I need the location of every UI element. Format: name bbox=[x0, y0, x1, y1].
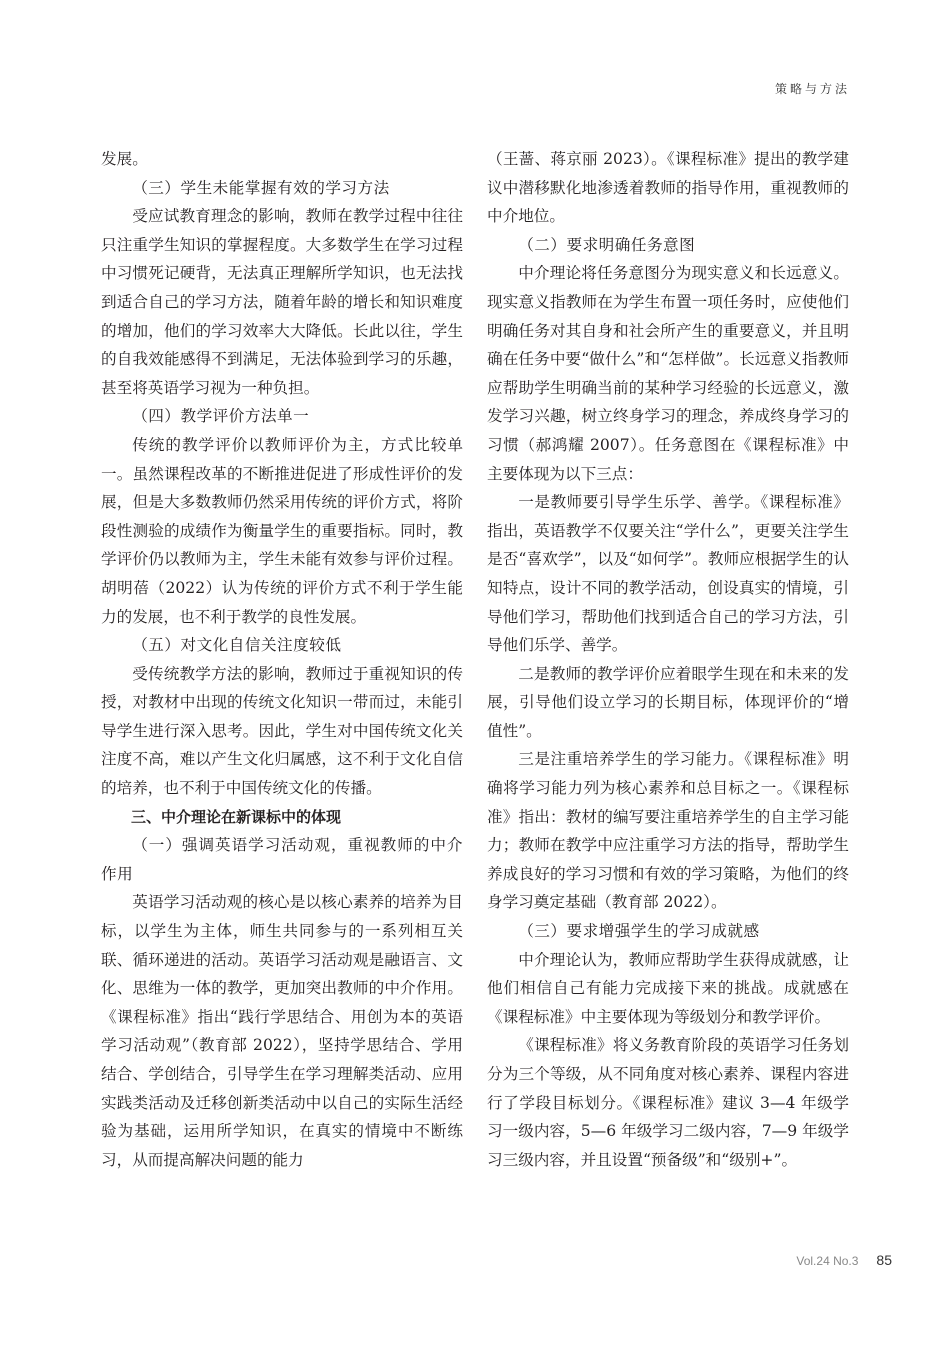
subheading: （五）对文化自信关注度较低 bbox=[132, 636, 342, 655]
paragraph: 发展。 bbox=[101, 150, 148, 168]
paragraph: 一是教师要引导学生乐学、善学。《课程标准》指出，英语教学不仅要关注“学什么”，更要关注学生是否“喜欢学”，以及“如何学”。教师应根据学生的认知特点，设计不同的教学活动，创设真实的情境，引导他们学习，帮助他们找到适合自己的学习方法，引导他们乐学、善学。 bbox=[487, 493, 849, 655]
volume-info: Vol.24 No.3 bbox=[796, 1254, 859, 1268]
subheading: （二）要求明确任务意图 bbox=[518, 235, 696, 254]
page-footer bbox=[796, 1252, 892, 1268]
subheading: （一）强调英语学习活动观，重视教师的中介作用 bbox=[101, 836, 463, 883]
left-column bbox=[101, 145, 463, 1174]
page-number: 85 bbox=[876, 1252, 892, 1268]
paragraph: 中介理论将任务意图分为现实意义和长远意义。现实意义指教师在为学生布置一项任务时，应使他们明确任务对其自身和社会所产生的重要意义，并且明确在任务中要“做什么”和“怎样做”。长远意义指教师应帮助学生明确当前的某种学习经验的长远意义，激发学习兴趣，树立终身学习的理念，养成终身学习的习惯（郝鸿耀 2007）。任务意图在《课程标准》中主要体现为以下三点： bbox=[487, 264, 849, 483]
subheading: （四）教学评价方法单一 bbox=[132, 407, 310, 426]
subheading: （三）要求增强学生的学习成就感 bbox=[518, 922, 760, 941]
paragraph: （王蔷、蒋京丽 2023）。《课程标准》提出的教学建议中潜移默化地渗透着教师的指导作用，重视教师的中介地位。 bbox=[487, 150, 849, 226]
paragraph: 受应试教育理念的影响，教师在教学过程中往往只注重学生知识的掌握程度。大多数学生在学习过程中习惯死记硬背，无法真正理解所学知识，也无法找到适合自己的学习方法，随着年龄的增长和知识难度的增加，他们的学习效率大大降低。长此以往，学生的自我效能感得不到满足，无法体验到学习的乐趣，甚至将英语学习视为一种负担。 bbox=[101, 207, 463, 397]
paragraph: 三是注重培养学生的学习能力。《课程标准》明确将学习能力列为核心素养和总目标之一。《课程标准》指出：教材的编写要注重培养学生的自主学习能力；教师在教学中应注重学习方法的指导，帮助学生养成良好的学习习惯和有效的学习策略，为他们的终身学习奠定基础（教育部 2022）。 bbox=[487, 750, 849, 912]
section-heading: 三、中介理论在新课标中的体现 bbox=[131, 807, 342, 826]
paragraph: 英语学习活动观的核心是以核心素养的培养为目标，以学生为主体，师生共同参与的一系列相互关联、循环递进的活动。英语学习活动观是融语言、文化、思维为一体的教学，更加突出教师的中介作用。《课程标准》指出“践行学思结合、用创为本的英语学习活动观”（教育部 2022），坚持学思结合、学用结合、学创结合，引导学生在学习理解类活动、应用实践类活动及迁移创新类活动中以自己的实际生活经验为基础，运用所学知识，在真实的情境中不断练习，从而提高解决问题的能力 bbox=[101, 893, 463, 1169]
running-header: 策略与方法 bbox=[774, 82, 850, 96]
paragraph: 受传统教学方法的影响，教师过于重视知识的传授，对教材中出现的传统文化知识一带而过，未能引导学生进行深入思考。因此，学生对中国传统文化关注度不高，难以产生文化归属感，这不利于文化自信的培养，也不利于中国传统文化的传播。 bbox=[101, 664, 463, 798]
paragraph: 中介理论认为，教师应帮助学生获得成就感，让他们相信自己有能力完成接下来的挑战。成就感在《课程标准》中主要体现为等级划分和教学评价。 bbox=[487, 950, 849, 1026]
paragraph: 《课程标准》将义务教育阶段的英语学习任务划分为三个等级，从不同角度对核心素养、课程内容进行了学段目标划分。《课程标准》建议 3—4 年级学习一级内容，5—6 年级学习二级内容，7—9 年级学习三级内容，并且设置“预备级”和“级别+”。 bbox=[487, 1036, 849, 1169]
paragraph: 传统的教学评价以教师评价为主，方式比较单一。虽然课程改革的不断推进促进了形成性评价的发展，但是大多数教师仍然采用传统的评价方式，将阶段性测验的成绩作为衡量学生的重要指标。同时，教学评价仍以教师为主，学生未能有效参与评价过程。胡明蓓（2022）认为传统的评价方式不利于学生能力的发展，也不利于教学的良性发展。 bbox=[101, 435, 463, 626]
right-column bbox=[487, 145, 849, 1174]
subheading: （三）学生未能掌握有效的学习方法 bbox=[132, 178, 390, 197]
paragraph: 二是教师的教学评价应着眼学生现在和未来的发展，引导他们设立学习的长期目标，体现评价的“增值性”。 bbox=[487, 664, 849, 740]
